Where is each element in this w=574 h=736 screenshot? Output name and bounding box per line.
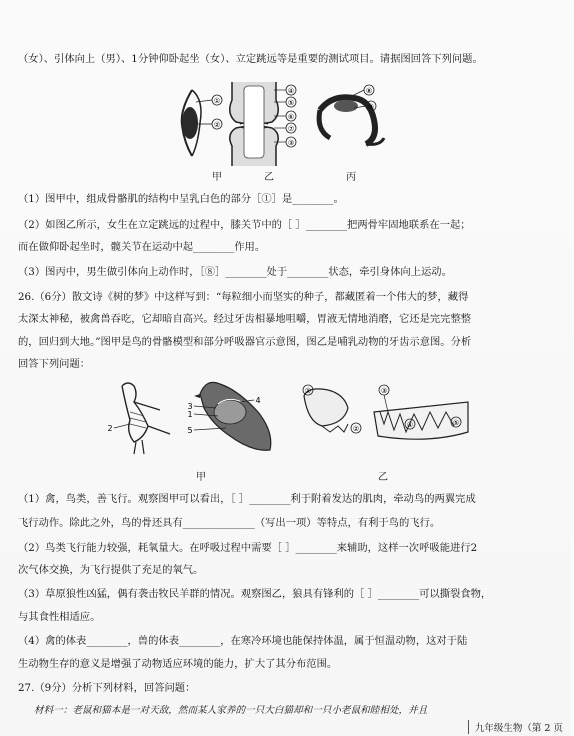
question-27: 27.（9分）分析下列材料，回答问题： [18,682,196,694]
page-footer: 九年级生物（第 2 页 [468,720,563,734]
answer-1b: 飞行动作。除此之外，鸟的骨还具有______________（写出一项）等特点，有利于鸟的飞行。 [18,517,441,529]
teeth-label-5: ⑤ [452,419,460,427]
bird-skeleton-figure [114,383,170,454]
label-5: ⑤ [287,99,295,107]
caption-jia: 甲 [212,172,222,183]
bird-organ-figure [194,382,271,450]
label-1: ① [213,97,221,105]
label-4: ④ [287,87,295,95]
knee-joint-figure [230,82,296,166]
label-6: ⑥ [287,113,295,121]
answer-3b: 与其食性相适应。 [18,611,101,623]
answer-3a: （3）草原狼性凶猛，偶有袭击牧民羊群的情况。观察图乙，狼具有锋利的［ ］________可以撕裂食物， [18,588,492,600]
arm-figure [319,85,384,144]
caption-jia-2: 甲 [196,472,206,483]
figure-muscle-joint-arm [170,80,400,168]
question-3: （3）图丙中，男生做引体向上动作时，［⑧］________处于________状态，牵引身体向上运动。 [18,266,452,278]
label-9: ⑨ [367,103,375,111]
bird-label-1: 1 [187,410,193,419]
answer-2a: （2）鸟类飞行能力较强，耗氧量大。在呼吸过程中需要［ ］________来辅助，这样一次呼吸能进行2 [18,542,478,554]
bird-label-2: 2 [107,424,113,433]
intro-line: （女）、引体向上（男）、1分钟仰卧起坐（女）、立定跳远等是重要的测试项目。请据图回答下列问题。 [18,53,483,65]
material-1: 材料一：老鼠和猫本是一对天敌，然而某人家养的一只大白猫却和一只小老鼠和睦相处，并且 [34,705,428,716]
label-7: ⑦ [287,125,295,133]
teeth-label-3: ③ [380,387,388,395]
teeth-label-4: ④ [406,421,414,429]
q26-line-2: 太深太神秘，被禽兽吞吃，它却暗自高兴。经过牙齿相暴地咀嚼，胃液无情地消磨，它还是完完整整 [18,313,472,325]
answer-4b: 生动物生存的意义是增强了动物适应环境的能力，扩大了其分布范围。 [18,658,338,670]
caption-bing: 丙 [346,172,356,183]
q26-line-3: 的，回归到大地。”图甲是鸟的骨骼模型和部分呼吸器官示意图，图乙是哺乳动物的牙齿示意图。分析 [18,336,472,348]
question-2a: （2）如图乙所示，女生在立定跳远的过程中，膝关节中的［ ］________把两骨牢固地联系在一起； [18,219,471,231]
answer-1a: （1）禽，鸟类，善飞行。观察图甲可以看出，［ ］________利于附着发达的肌肉，牵动鸟的两翼完成 [18,493,476,505]
q26-line-4: 回答下列问题： [18,358,91,370]
label-8: ⑧ [365,87,373,95]
answer-4a: （4）禽的体表________，兽的体表________，在寒冷环境也能保持体温，属于恒温动物，这对于陆 [18,635,468,647]
q26-line-1: 26.（6分）散文诗《树的梦》中这样写到：“每粒细小而坚实的种子，都藏匿着一个伟大的梦，藏得 [18,291,469,303]
label-3: ③ [287,139,295,147]
teeth-label-1: ① [304,387,312,395]
caption-yi-2: 乙 [378,472,388,483]
bird-label-4: 4 [255,396,261,405]
bird-label-3: 3 [187,402,193,411]
answer-2b: 次气体交换，为飞行提供了充足的氧气。 [18,564,204,576]
teeth-label-2: ② [352,425,360,433]
caption-yi: 乙 [264,172,274,183]
question-1: （1）图甲中，组成骨骼肌的结构中呈乳白色的部分［①］是________。 [18,193,344,205]
bird-label-5: 5 [187,426,193,435]
figure-bird-teeth [108,372,478,464]
label-2: ② [213,121,221,129]
question-2b: 而在做仰卧起坐时，髋关节在运动中起________作用。 [18,241,266,253]
